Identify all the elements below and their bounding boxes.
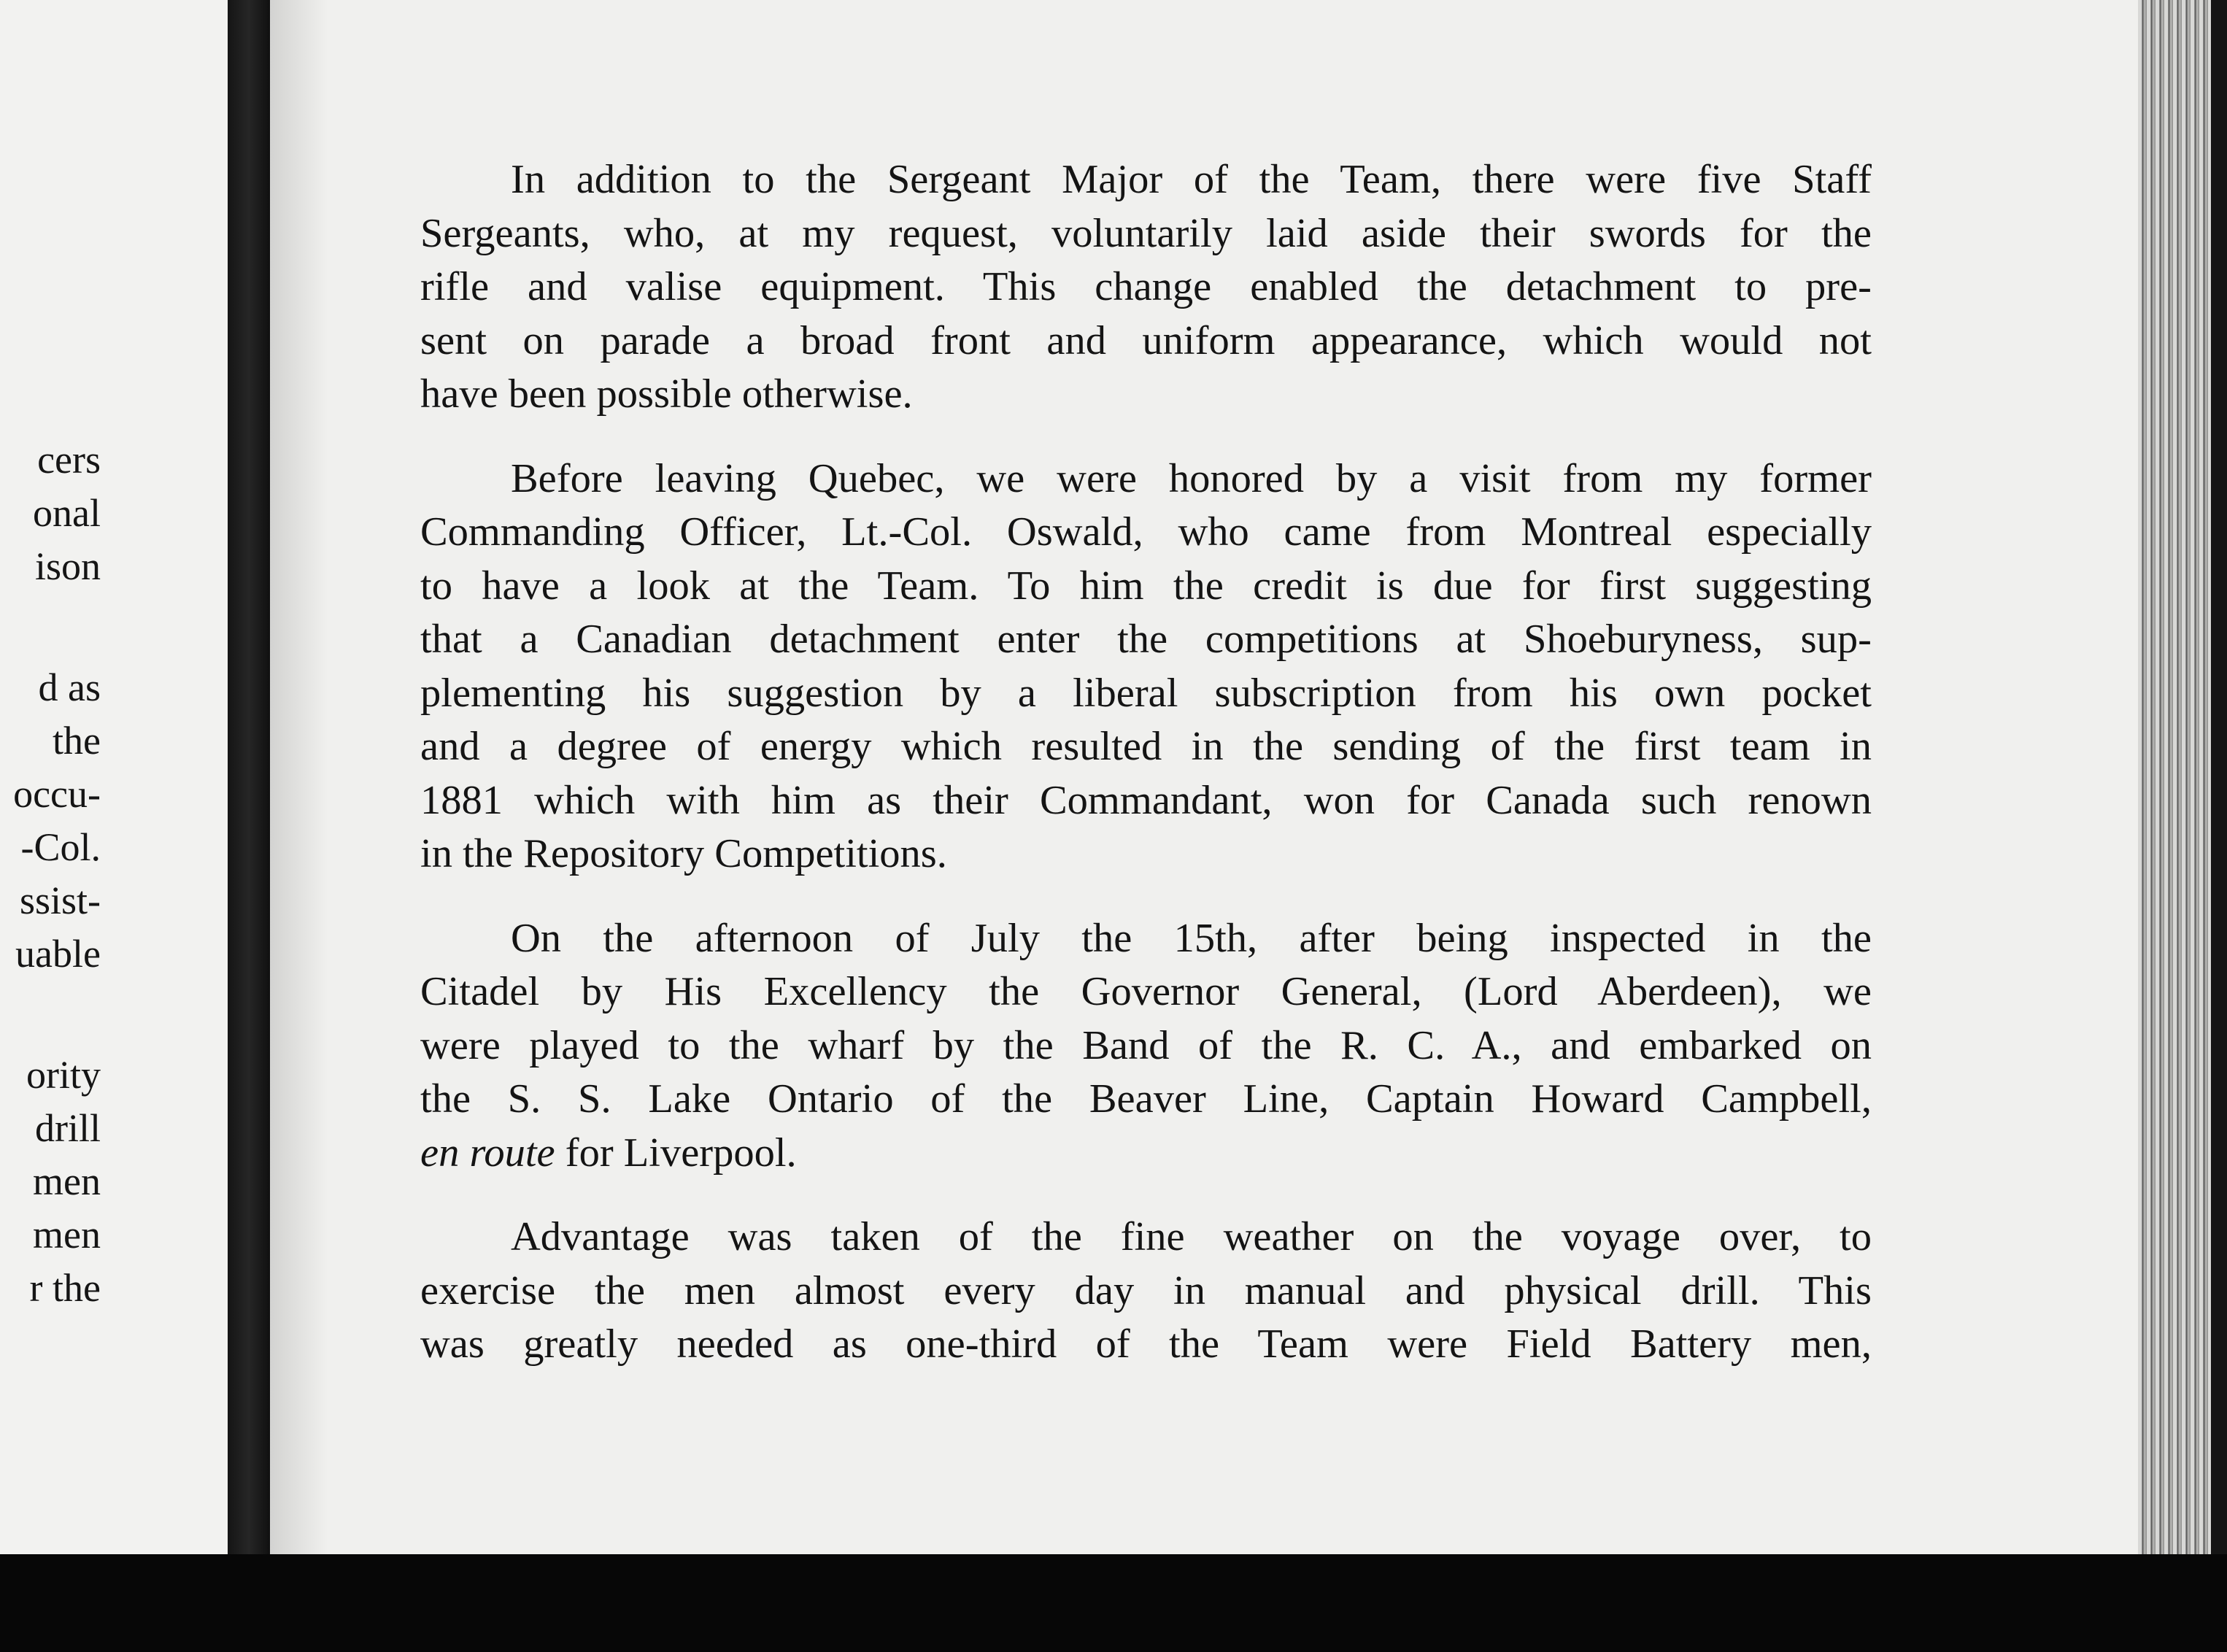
- previous-page-fragment: cers: [37, 438, 101, 482]
- previous-page-fragment: r the: [29, 1266, 101, 1310]
- previous-page-fragment: occu-: [13, 772, 101, 816]
- italic-phrase: en route: [420, 1130, 555, 1176]
- text-line: the S. S. Lake Ontario of the Beaver Line, Captain Howard Campbell,: [420, 1076, 1872, 1122]
- paragraph: [420, 452, 1872, 881]
- previous-page-fragment: drill: [35, 1106, 101, 1150]
- book-gutter: [228, 0, 270, 1569]
- page-edges: [2138, 0, 2227, 1583]
- text-line: plementing his suggestion by a liberal subscription from his own pocket: [420, 670, 1872, 716]
- paragraph: [420, 1211, 1872, 1372]
- text-line: sent on parade a broad front and uniform appearance, which would not: [420, 317, 1872, 363]
- text-line: Advantage was taken of the fine weather on the voyage over, to: [511, 1214, 1872, 1259]
- background-surface: [0, 1554, 2227, 1652]
- previous-page-fragment: ority: [26, 1053, 101, 1097]
- text-line: that a Canadian detachment enter the competitions at Shoeburyness, sup-: [420, 617, 1872, 662]
- cover-edge: [2211, 0, 2227, 1583]
- text-line: rifle and valise equipment. This change enabled the detachment to pre-: [420, 264, 1872, 309]
- text-line: On the afternoon of July the 15th, after being inspected in the: [511, 915, 1872, 961]
- gutter-shadow: [270, 0, 328, 1554]
- main-page: [270, 0, 2138, 1554]
- text-line: and a degree of energy which resulted in the sending of the first team in: [420, 724, 1872, 769]
- previous-page-fragment: ssist-: [19, 879, 101, 922]
- previous-page-fragment: onal: [33, 491, 101, 535]
- previous-page-fragment: ison: [34, 544, 101, 588]
- text-line: was greatly needed as one-third of the Team were Field Battery men,: [420, 1321, 1872, 1367]
- text-line: [420, 1127, 1872, 1181]
- previous-page-fragment: men: [33, 1213, 101, 1257]
- previous-page-fragment: -Col.: [20, 825, 101, 869]
- paragraph: [420, 153, 1872, 422]
- previous-page-fragment: men: [33, 1159, 101, 1203]
- previous-page-fragment: uable: [15, 932, 101, 976]
- text-line: were played to the wharf by the Band of the R. C. A., and embarked on: [420, 1022, 1872, 1068]
- previous-page-fragment: the: [53, 719, 101, 763]
- text-line: In addition to the Sergeant Major of the Team, there were five Staff: [511, 157, 1872, 202]
- text-line: Sergeants, who, at my request, voluntarily laid aside their swords for the: [420, 210, 1872, 256]
- text-line: exercise the men almost every day in manual and physical drill. This: [420, 1267, 1872, 1313]
- text-line: in the Repository Competitions.: [420, 831, 947, 876]
- text-line: Commanding Officer, Lt.-Col. Oswald, who came from Montreal especially: [420, 509, 1872, 555]
- body-text: [420, 153, 1872, 1372]
- text-line: Before leaving Quebec, we were honored by a visit from my former: [511, 455, 1872, 501]
- previous-page-fragment: d as: [38, 665, 101, 709]
- text-line: have been possible otherwise.: [420, 371, 913, 417]
- text-line: 1881 which with him as their Commandant, won for Canada such renown: [420, 777, 1872, 823]
- paragraph: [420, 912, 1872, 1181]
- previous-page: [0, 0, 228, 1554]
- text-fragment: for Liverpool.: [555, 1130, 797, 1176]
- text-line: to have a look at the Team. To him the credit is due for first suggesting: [420, 563, 1872, 609]
- text-line: Citadel by His Excellency the Governor General, (Lord Aberdeen), we: [420, 969, 1872, 1014]
